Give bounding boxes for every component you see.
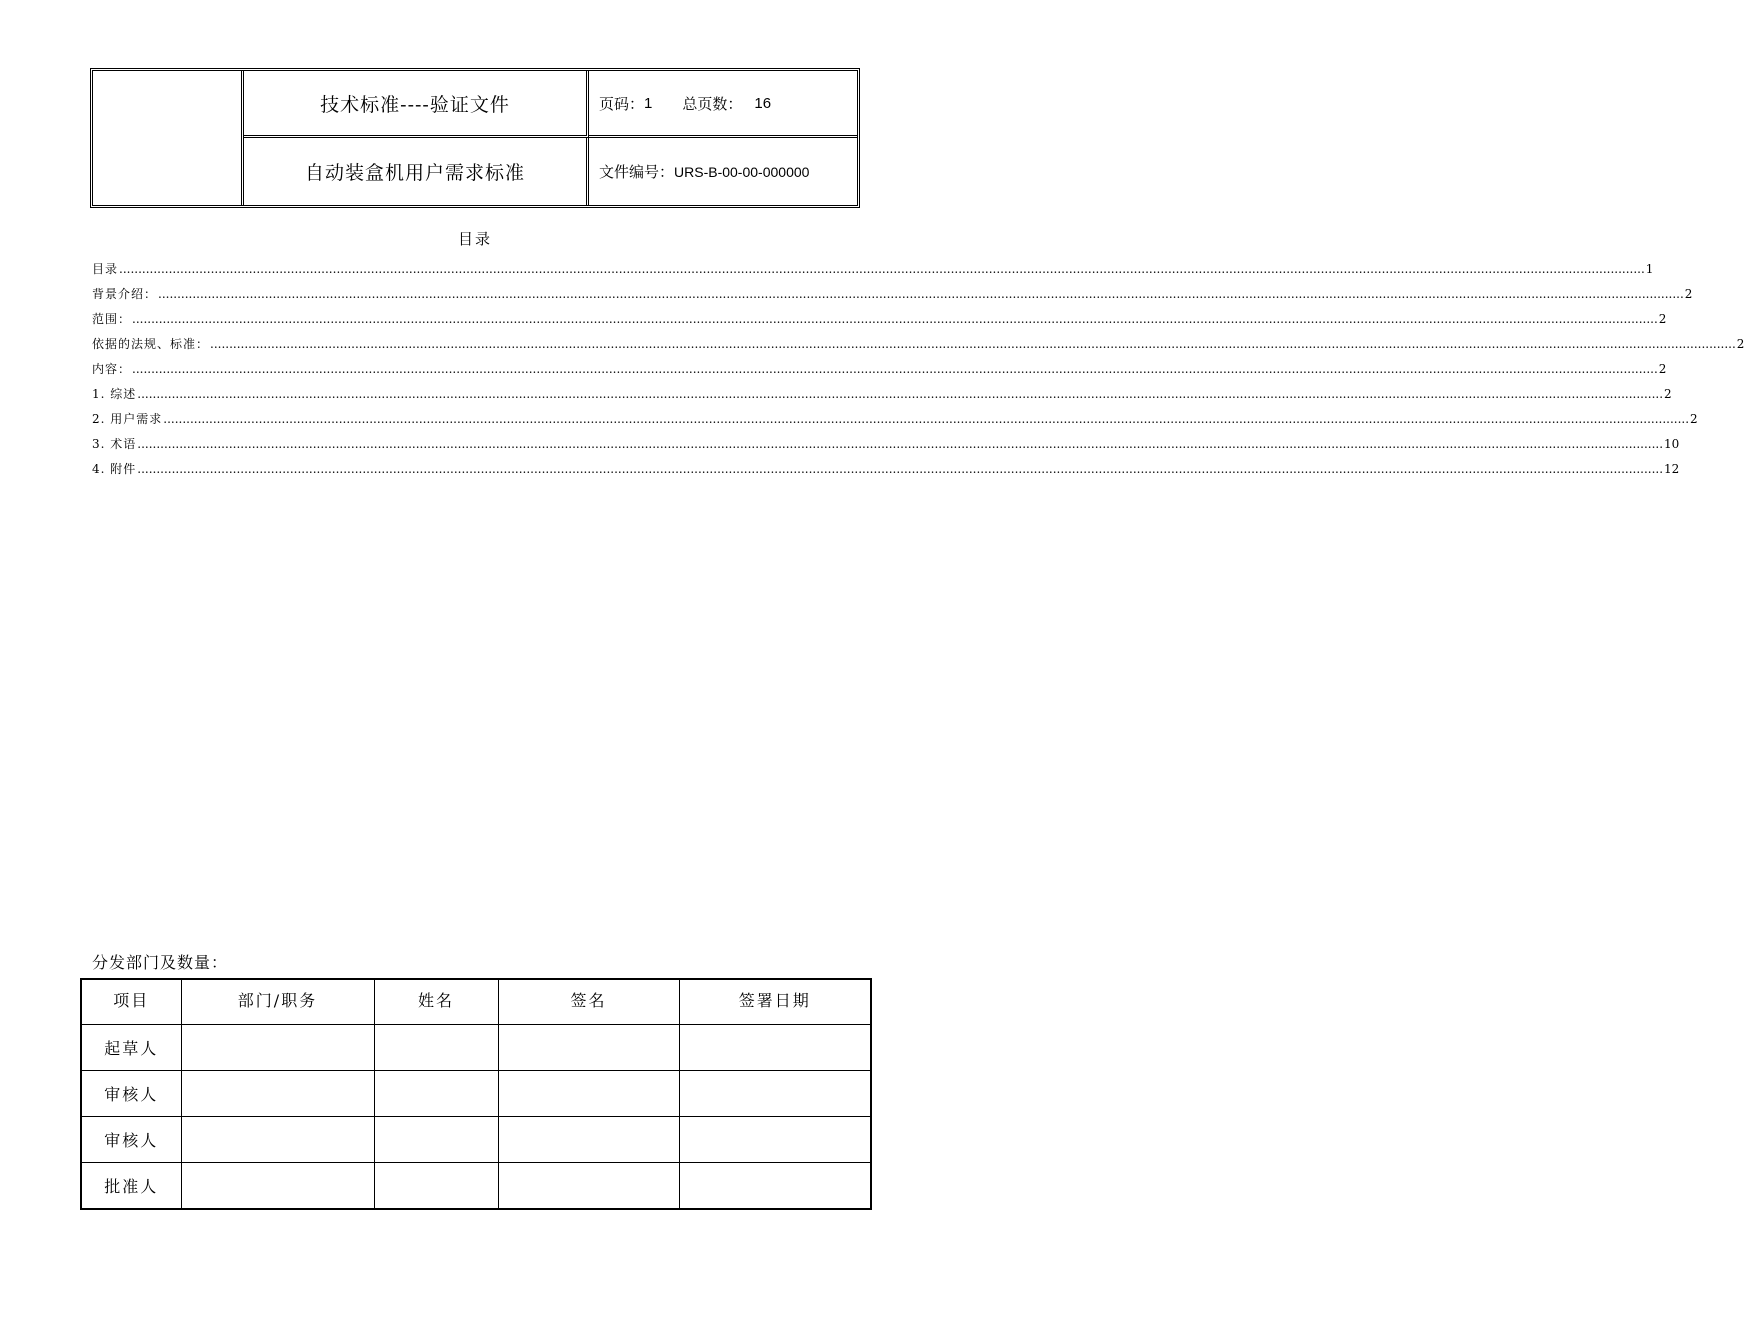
toc-entry-page: 2 (1684, 287, 1693, 301)
document-header-table (90, 68, 860, 208)
distribution-row (81, 1117, 871, 1163)
toc-entry-label: 1. 综述 (92, 387, 137, 401)
toc-leader-dots: ................................................................................................................................................................................................................................................................................................................................................................................................................ (137, 437, 1664, 451)
page-label: 页码： (599, 94, 645, 113)
toc-entry-label: 内容： (92, 362, 132, 376)
distribution-blank-cell[interactable] (374, 1070, 498, 1116)
distribution-blank-cell[interactable] (181, 1117, 374, 1163)
distribution-column-header: 项目 (81, 979, 181, 1024)
toc-leader-dots: ................................................................................................................................................................................................................................................................................................................................................................................................................ (119, 262, 1645, 276)
toc-entry-label: 依据的法规、标准： (92, 337, 210, 351)
distribution-blank-cell[interactable] (679, 1024, 871, 1070)
table-of-contents (92, 260, 1744, 485)
toc-leader-dots: ................................................................................................................................................................................................................................................................................................................................................................................................................ (132, 362, 1658, 376)
toc-entry-page: 2 (1658, 362, 1667, 376)
toc-entry-page: 2 (1658, 312, 1667, 326)
distribution-row (81, 1070, 871, 1116)
distribution-blank-cell[interactable] (679, 1163, 871, 1209)
toc-entry-label: 2. 用户需求 (92, 412, 163, 426)
logo-cell (93, 71, 244, 205)
toc-leader-dots: ................................................................................................................................................................................................................................................................................................................................................................................................................ (210, 337, 1736, 351)
toc-entry[interactable] (92, 385, 1672, 410)
toc-entry[interactable] (92, 435, 1680, 460)
distribution-blank-cell[interactable] (181, 1163, 374, 1209)
distribution-row (81, 1163, 871, 1209)
header-title-category: 技术标准----验证文件 (244, 71, 589, 138)
toc-leader-dots: ................................................................................................................................................................................................................................................................................................................................................................................................................ (137, 462, 1664, 476)
distribution-blank-cell[interactable] (374, 1117, 498, 1163)
distribution-blank-cell[interactable] (679, 1070, 871, 1116)
toc-leader-dots: ................................................................................................................................................................................................................................................................................................................................................................................................................ (158, 287, 1684, 301)
toc-leader-dots: ................................................................................................................................................................................................................................................................................................................................................................................................................ (137, 387, 1664, 401)
distribution-blank-cell[interactable] (498, 1117, 679, 1163)
distribution-role-cell: 审核人 (81, 1117, 181, 1163)
distribution-blank-cell[interactable] (374, 1024, 498, 1070)
distribution-title: 分发部门及数量： (92, 953, 229, 972)
toc-entry[interactable] (92, 260, 1654, 285)
docno-label: 文件编号： (599, 163, 675, 181)
toc-leader-dots: ................................................................................................................................................................................................................................................................................................................................................................................................................ (132, 312, 1658, 326)
total-pages-label: 总页数： (682, 94, 743, 113)
distribution-column-header: 签名 (498, 979, 679, 1024)
distribution-blank-cell[interactable] (181, 1070, 374, 1116)
toc-entry-page: 2 (1664, 387, 1672, 401)
distribution-header-row (81, 979, 871, 1024)
toc-entry-label: 4. 附件 (92, 462, 137, 476)
toc-entry[interactable] (92, 460, 1680, 485)
distribution-blank-cell[interactable] (498, 1024, 679, 1070)
toc-leader-dots: ................................................................................................................................................................................................................................................................................................................................................................................................................ (163, 412, 1690, 426)
toc-entry-page: 2 (1690, 412, 1698, 426)
distribution-column-header: 部门/职务 (181, 979, 374, 1024)
distribution-role-cell: 审核人 (81, 1070, 181, 1116)
toc-entry-label: 范围： (92, 312, 132, 326)
toc-entry[interactable] (92, 335, 1744, 360)
distribution-blank-cell[interactable] (498, 1163, 679, 1209)
toc-entry[interactable] (92, 360, 1667, 385)
toc-entry-label: 目录 (92, 262, 119, 276)
toc-entry-label: 3. 术语 (92, 437, 137, 451)
distribution-role-cell: 批准人 (81, 1163, 181, 1209)
distribution-column-header: 签署日期 (679, 979, 871, 1024)
header-title-document: 自动装盒机用户需求标准 (244, 138, 589, 205)
header-document-number (589, 138, 857, 205)
toc-entry-page: 10 (1664, 437, 1680, 451)
distribution-row (81, 1024, 871, 1070)
toc-entry-label: 背景介绍： (92, 287, 158, 301)
distribution-blank-cell[interactable] (679, 1117, 871, 1163)
toc-entry[interactable] (92, 410, 1698, 435)
toc-entry-page: 2 (1736, 337, 1744, 351)
distribution-column-header: 姓名 (374, 979, 498, 1024)
distribution-blank-cell[interactable] (181, 1024, 374, 1070)
toc-entry[interactable] (92, 285, 1693, 310)
distribution-table (80, 978, 872, 1210)
toc-title: 目录 (457, 230, 492, 248)
distribution-blank-cell[interactable] (498, 1070, 679, 1116)
toc-entry-page: 1 (1645, 262, 1654, 276)
distribution-role-cell: 起草人 (81, 1024, 181, 1070)
toc-entry-page: 12 (1664, 462, 1680, 476)
total-pages-value: 16 (754, 94, 772, 112)
docno-value: URS-B-00-00-000000 (674, 163, 810, 180)
page-value: 1 (644, 94, 653, 112)
header-page-info (589, 71, 857, 138)
distribution-blank-cell[interactable] (374, 1163, 498, 1209)
toc-entry[interactable] (92, 310, 1667, 335)
